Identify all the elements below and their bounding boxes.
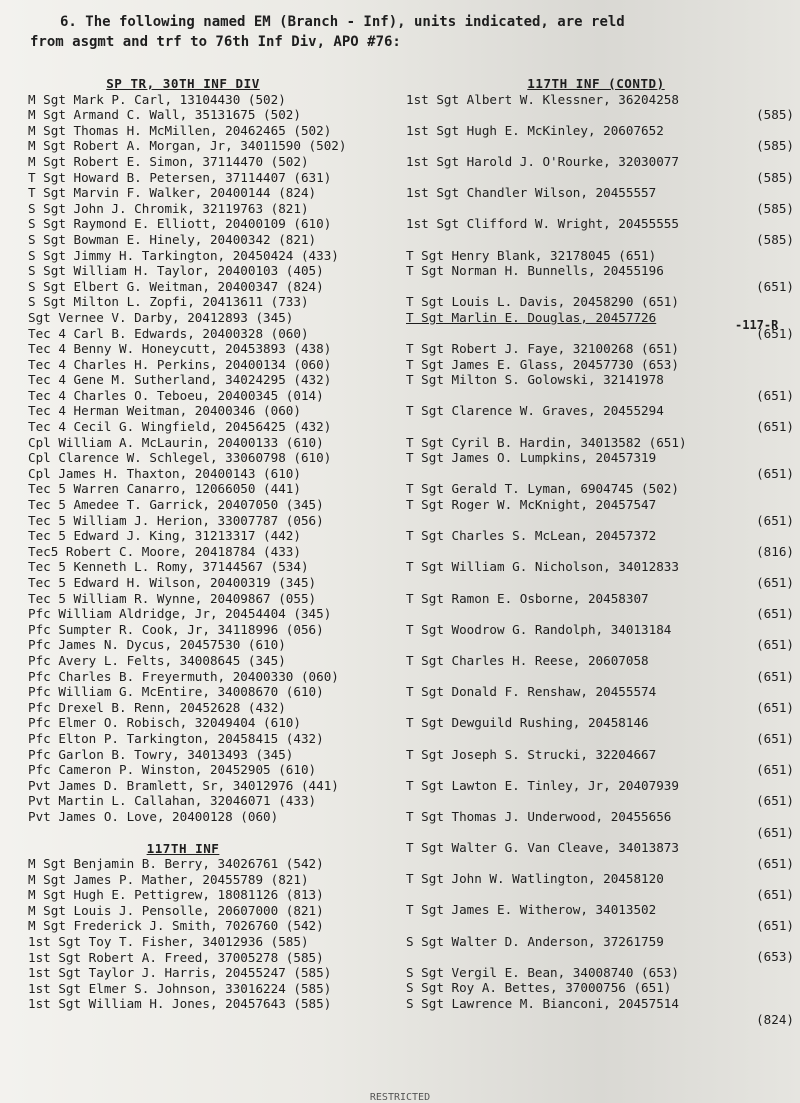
list-item bbox=[406, 92, 800, 123]
entry-unit: (651) bbox=[756, 886, 794, 902]
list-item: Tec5 Robert C. Moore, 20418784 (433) bbox=[28, 543, 301, 559]
entry-unit: (651) bbox=[756, 606, 794, 622]
header bbox=[30, 12, 770, 52]
list-item: S Sgt Bowman E. Hinely, 20400342 (821) bbox=[28, 231, 317, 247]
entry-name: T Sgt Woodrow G. Randolph, 34013184 bbox=[406, 621, 672, 637]
list-item: Tec 5 William R. Wynne, 20409867 (055) bbox=[28, 590, 317, 606]
entry-unit: (651) bbox=[756, 824, 794, 840]
entry-name: S Sgt Walter D. Anderson, 37261759 bbox=[406, 933, 664, 949]
entry-name: T Sgt Henry Blank, 32178045 (651) bbox=[406, 247, 657, 263]
list-item: Pvt James O. Love, 20400128 (060) bbox=[28, 808, 279, 824]
list-item bbox=[406, 450, 800, 481]
list-item bbox=[406, 528, 800, 559]
list-item bbox=[406, 778, 800, 809]
list-item: 1st Sgt Toy T. Fisher, 34012936 (585) bbox=[28, 934, 309, 950]
entry-name: 1st Sgt Hugh E. McKinley, 20607652 bbox=[406, 122, 664, 138]
entry-name: 1st Sgt Clifford W. Wright, 20455555 bbox=[406, 216, 679, 232]
list-item: S Sgt Jimmy H. Tarkington, 20450424 (433) bbox=[28, 247, 339, 263]
list-item bbox=[406, 294, 800, 310]
list-item bbox=[406, 248, 800, 264]
list-item: M Sgt James P. Mather, 20455789 (821) bbox=[28, 871, 309, 887]
entry-name: T Sgt Joseph S. Strucki, 32204667 bbox=[406, 746, 657, 762]
entry-name: T Sgt Robert J. Faye, 32100268 (651) bbox=[406, 341, 679, 357]
list-item: Sgt Vernee V. Darby, 20412893 (345) bbox=[28, 309, 294, 325]
list-item: Tec 5 Amedee T. Garrick, 20407050 (345) bbox=[28, 497, 324, 513]
list-item: S Sgt John J. Chromik, 32119763 (821) bbox=[28, 200, 309, 216]
entry-name: T Sgt Donald F. Renshaw, 20455574 bbox=[406, 684, 657, 700]
entry-name: T Sgt Thomas J. Underwood, 20455656 bbox=[406, 808, 672, 824]
entry-unit: (585) bbox=[756, 138, 794, 154]
list-item: M Sgt Benjamin B. Berry, 34026761 (542) bbox=[28, 856, 324, 872]
list-item: Pfc William G. McEntire, 34008670 (610) bbox=[28, 684, 324, 700]
left-column bbox=[28, 76, 403, 1012]
entry-name: T Sgt James O. Lumpkins, 20457319 bbox=[406, 450, 657, 466]
list-item: Tec 5 Edward J. King, 31213317 (442) bbox=[28, 528, 301, 544]
entry-name: T Sgt Charles H. Reese, 20607058 bbox=[406, 652, 649, 668]
section-gap bbox=[28, 825, 403, 841]
list-item: Tec 5 William J. Herion, 33007787 (056) bbox=[28, 512, 324, 528]
list-item: Cpl William A. McLaurin, 20400133 (610) bbox=[28, 434, 324, 450]
right-column bbox=[406, 76, 800, 1027]
list-item bbox=[406, 809, 800, 840]
list-item: Pfc Drexel B. Renn, 20452628 (432) bbox=[28, 699, 286, 715]
entry-name: S Sgt Lawrence M. Bianconi, 20457514 bbox=[406, 996, 679, 1012]
list-item: S Sgt Elbert G. Weitman, 20400347 (824) bbox=[28, 278, 324, 294]
entry-unit: (651) bbox=[756, 575, 794, 590]
list-item bbox=[406, 684, 800, 715]
list-item: M Sgt Louis J. Pensolle, 20607000 (821) bbox=[28, 902, 324, 918]
list-item bbox=[406, 934, 800, 965]
list-item: Pfc Elton P. Tarkington, 20458415 (432) bbox=[28, 730, 324, 746]
list-item bbox=[406, 263, 800, 294]
entry-name: T Sgt Ramon E. Osborne, 20458307 bbox=[406, 590, 649, 606]
entry-unit: (651) bbox=[756, 278, 794, 294]
list-item bbox=[406, 840, 800, 871]
entry-name: T Sgt Charles S. McLean, 20457372 bbox=[406, 528, 657, 544]
list-item bbox=[406, 559, 800, 590]
list-item: M Sgt Thomas H. McMillen, 20462465 (502) bbox=[28, 122, 332, 138]
section-list-117th-contd bbox=[406, 92, 800, 1028]
list-item bbox=[406, 357, 800, 373]
list-item: M Sgt Robert E. Simon, 37114470 (502) bbox=[28, 153, 309, 169]
entry-unit: (651) bbox=[756, 637, 794, 653]
entry-unit: (651) bbox=[756, 668, 794, 684]
entry-unit: (651) bbox=[756, 465, 794, 481]
list-item: Tec 4 Gene M. Sutherland, 34024295 (432) bbox=[28, 372, 332, 388]
entry-name: S Sgt Roy A. Bettes, 37000756 (651) bbox=[406, 980, 672, 996]
header-line-2: from asgmt and trf to 76th Inf Div, APO #76: bbox=[30, 34, 401, 50]
list-item: Pfc Cameron P. Winston, 20452905 (610) bbox=[28, 762, 317, 778]
list-item: Pfc Garlon B. Towry, 34013493 (345) bbox=[28, 746, 294, 762]
list-item: Tec 4 Carl B. Edwards, 20400328 (060) bbox=[28, 325, 309, 341]
list-item: Pfc Sumpter R. Cook, Jr, 34118996 (056) bbox=[28, 621, 324, 637]
list-item: Cpl James H. Thaxton, 20400143 (610) bbox=[28, 465, 301, 481]
list-item bbox=[406, 965, 800, 981]
entry-unit: (585) bbox=[756, 169, 794, 185]
entry-name: T Sgt James E. Glass, 20457730 (653) bbox=[406, 356, 679, 372]
section-heading-117th-contd: 117TH INF (CONTD) bbox=[527, 76, 665, 91]
entry-name: T Sgt Cyril B. Hardin, 34013582 (651) bbox=[406, 434, 687, 450]
list-item: S Sgt Raymond E. Elliott, 20400109 (610) bbox=[28, 216, 332, 232]
entry-unit: (651) bbox=[756, 855, 794, 871]
entry-name: 1st Sgt Albert W. Klessner, 36204258 bbox=[406, 91, 679, 107]
list-item bbox=[406, 622, 800, 653]
list-item: 1st Sgt Elmer S. Johnson, 33016224 (585) bbox=[28, 980, 332, 996]
footer-classification: RESTRICTED bbox=[369, 1092, 431, 1103]
entry-unit: (653) bbox=[756, 949, 794, 965]
entry-unit: (651) bbox=[756, 793, 794, 809]
entry-name: T Sgt Lawton E. Tinley, Jr, 20407939 bbox=[406, 777, 679, 793]
list-item bbox=[406, 747, 800, 778]
list-item: Tec 4 Charles O. Teboeu, 20400345 (014) bbox=[28, 387, 324, 403]
list-item: 1st Sgt Robert A. Freed, 37005278 (585) bbox=[28, 949, 324, 965]
list-item: 1st Sgt William H. Jones, 20457643 (585) bbox=[28, 996, 332, 1012]
list-item bbox=[406, 372, 800, 403]
list-item: M Sgt Mark P. Carl, 13104430 (502) bbox=[28, 91, 286, 107]
list-item: T Sgt Marvin F. Walker, 20400144 (824) bbox=[28, 185, 317, 201]
entry-name: T Sgt Marlin E. Douglas, 20457726 bbox=[406, 309, 657, 325]
list-item: Pvt James D. Bramlett, Sr, 34012976 (441) bbox=[28, 777, 339, 793]
entry-unit: (651) bbox=[756, 699, 794, 715]
entry-unit: (816) bbox=[756, 543, 794, 559]
entry-name: 1st Sgt Chandler Wilson, 20455557 bbox=[406, 185, 657, 201]
list-item: S Sgt Milton L. Zopfi, 20413611 (733) bbox=[28, 294, 309, 310]
entry-name: 1st Sgt Harold J. O'Rourke, 32030077 bbox=[406, 153, 679, 169]
entry-unit: (651) bbox=[756, 730, 794, 746]
list-item bbox=[406, 435, 800, 451]
list-item: M Sgt Robert A. Morgan, Jr, 34011590 (502) bbox=[28, 138, 347, 154]
entry-unit: (651) bbox=[756, 918, 794, 934]
list-item bbox=[406, 481, 800, 497]
entry-name: T Sgt Dewguild Rushing, 20458146 bbox=[406, 715, 649, 731]
list-item bbox=[406, 154, 800, 185]
entry-name: T Sgt Gerald T. Lyman, 6904745 (502) bbox=[406, 481, 679, 497]
margin-note: -117-R bbox=[735, 318, 779, 332]
list-item: Tec 5 Warren Canarro, 12066050 (441) bbox=[28, 481, 301, 497]
list-item bbox=[406, 216, 800, 247]
list-item: Pfc Elmer O. Robisch, 32049404 (610) bbox=[28, 715, 301, 731]
list-item: Pvt Martin L. Callahan, 32046071 (433) bbox=[28, 793, 317, 809]
list-item bbox=[406, 996, 800, 1027]
entry-name: T Sgt John W. Watlington, 20458120 bbox=[406, 871, 664, 887]
list-item: Tec 4 Charles H. Perkins, 20400134 (060) bbox=[28, 356, 332, 372]
list-item: Pfc Charles B. Freyermuth, 20400330 (060) bbox=[28, 668, 339, 684]
list-item: M Sgt Frederick J. Smith, 7026760 (542) bbox=[28, 918, 324, 934]
list-item: 1st Sgt Taylor J. Harris, 20455247 (585) bbox=[28, 965, 332, 981]
list-item bbox=[406, 497, 800, 528]
entry-name: S Sgt Vergil E. Bean, 34008740 (653) bbox=[406, 964, 679, 980]
list-item: S Sgt William H. Taylor, 20400103 (405) bbox=[28, 263, 324, 279]
list-item: Pfc William Aldridge, Jr, 20454404 (345) bbox=[28, 606, 332, 622]
list-item: Tec 4 Herman Weitman, 20400346 (060) bbox=[28, 403, 301, 419]
entry-unit: (651) bbox=[756, 762, 794, 778]
list-item: M Sgt Hugh E. Pettigrew, 18081126 (813) bbox=[28, 887, 324, 903]
entry-name: T Sgt William G. Nicholson, 34012833 bbox=[406, 559, 679, 575]
list-item bbox=[406, 902, 800, 933]
list-item: Pfc James N. Dycus, 20457530 (610) bbox=[28, 637, 286, 653]
entry-unit: (824) bbox=[756, 1011, 794, 1027]
entry-name: T Sgt James E. Witherow, 34013502 bbox=[406, 902, 657, 918]
list-item: M Sgt Armand C. Wall, 35131675 (502) bbox=[28, 107, 301, 123]
list-item: Pfc Avery L. Felts, 34008645 (345) bbox=[28, 652, 286, 668]
list-item bbox=[406, 653, 800, 684]
entry-name: T Sgt Louis L. Davis, 20458290 (651) bbox=[406, 294, 679, 310]
list-item bbox=[406, 185, 800, 216]
list-item bbox=[406, 591, 800, 622]
list-item: T Sgt Howard B. Petersen, 37114407 (631) bbox=[28, 169, 332, 185]
entry-unit: (651) bbox=[756, 325, 794, 341]
section-heading-117th: 117TH INF bbox=[146, 840, 220, 856]
entry-unit: (651) bbox=[756, 419, 794, 435]
list-item bbox=[406, 403, 800, 434]
entry-unit: (651) bbox=[756, 512, 794, 528]
section-list-sp-tr bbox=[28, 92, 403, 825]
entry-name: T Sgt Norman H. Bunnells, 20455196 bbox=[406, 263, 664, 279]
list-item: Tec 5 Kenneth L. Romy, 37144567 (534) bbox=[28, 559, 309, 575]
list-item: Cpl Clarence W. Schlegel, 33060798 (610) bbox=[28, 450, 332, 466]
list-item: Tec 4 Benny W. Honeycutt, 20453893 (438) bbox=[28, 341, 332, 357]
section-heading-sp-tr: SP TR, 30TH INF DIV bbox=[106, 76, 260, 91]
list-item: Tec 5 Edward H. Wilson, 20400319 (345) bbox=[28, 575, 317, 590]
entry-name: T Sgt Walter G. Van Cleave, 34013873 bbox=[406, 840, 679, 856]
entry-name: T Sgt Clarence W. Graves, 20455294 bbox=[406, 403, 664, 419]
entry-name: T Sgt Roger W. McKnight, 20457547 bbox=[406, 497, 657, 513]
entry-unit: (651) bbox=[756, 387, 794, 403]
list-item bbox=[406, 715, 800, 746]
entry-unit: (585) bbox=[756, 200, 794, 216]
header-line-1: 6. The following named EM (Branch - Inf), units indicated, are reld bbox=[60, 14, 625, 30]
section-list-117th bbox=[28, 856, 403, 1012]
entry-unit: (585) bbox=[756, 107, 794, 123]
list-item: Tec 4 Cecil G. Wingfield, 20456425 (432) bbox=[28, 419, 332, 435]
list-item bbox=[406, 341, 800, 357]
list-item bbox=[406, 871, 800, 902]
list-item bbox=[406, 980, 800, 996]
entry-name: T Sgt Milton S. Golowski, 32141978 bbox=[406, 372, 664, 388]
entry-unit: (585) bbox=[756, 231, 794, 247]
list-item bbox=[406, 123, 800, 154]
